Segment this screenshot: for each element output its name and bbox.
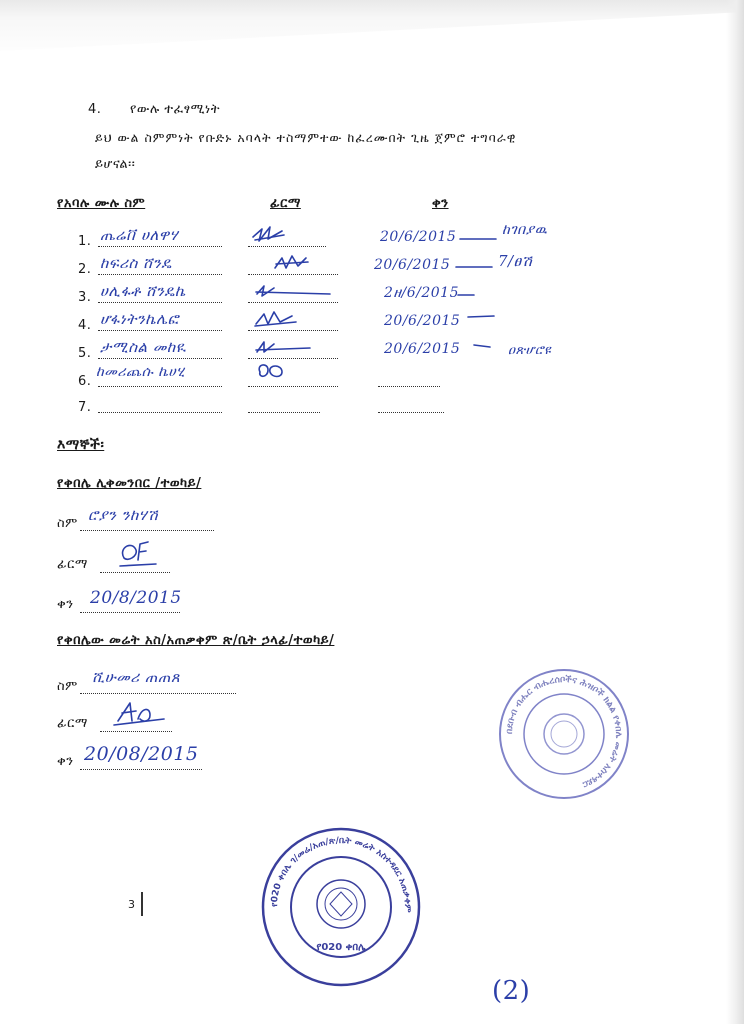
date-label: ቀን: [57, 597, 74, 612]
signature-mark: [254, 360, 288, 382]
name-line: [98, 400, 222, 413]
land-office-name: ሺሁመሪ ጠጠጸ: [92, 668, 181, 686]
date-line: [378, 400, 444, 413]
signature-mark: [252, 308, 302, 330]
member-name: ጤሬቨ ሀለዋሃ: [100, 226, 179, 244]
stamp-bottom-code: የ020 ቀበሌ: [316, 942, 366, 953]
section-title: የውሉ ተፈፃሚነት: [130, 102, 220, 117]
name-label: ስም: [57, 516, 78, 531]
column-header-name: የአባሉ ሙሉ ስም: [57, 196, 146, 211]
signature-mark: [254, 338, 314, 358]
land-office-heading: የቀበሌው መሬት አስ/አጠቃቀም ጽ/ቤት ኃላፊ/ተወካይ/: [57, 633, 335, 648]
row-number: 7.: [78, 400, 92, 415]
member-name: ሆፋነትንኬሌፎ: [100, 310, 179, 328]
date-dash: [454, 262, 494, 272]
date-dash: [456, 290, 476, 300]
member-note: ዐጽሆሮዩ: [508, 343, 552, 358]
stamp-right-text: በደቡብ ብሔር ብሔረሰቦችና ሕዝቦች ክልል የቀበሌ መሬት አስተዳደር: [504, 674, 624, 790]
signature-label: ፊርማ: [57, 716, 88, 731]
date-dash: [466, 312, 496, 322]
column-header-date: ቀን: [432, 196, 449, 211]
row-number: 3.: [78, 290, 92, 305]
signature-mark: [254, 282, 334, 302]
date-dash: [472, 340, 492, 350]
signature-mark: [250, 223, 290, 245]
kebele-chair-name: ሮያን ንከሃሽ: [88, 506, 158, 524]
member-date: 20/6/2015: [374, 257, 451, 273]
kebele-chair-date: 20/8/2015: [90, 588, 182, 608]
row-number: 2.: [78, 262, 92, 277]
member-name: ታሚስል መከዪ: [100, 338, 187, 356]
member-note: 7/ፀሽ: [498, 252, 533, 270]
land-office-date: 20/08/2015: [84, 743, 199, 765]
handwritten-page-number: (2): [492, 976, 531, 1006]
row-number: 1.: [78, 234, 92, 249]
member-name: ከመሪጨሱ ኬሀሂ: [96, 364, 185, 380]
kebele-chair-signature: [114, 538, 160, 572]
row-number: 6.: [78, 374, 92, 389]
section-body-line1: ይህ ውል ስምምነት የቡድኑ አባላት ተስማምተው ከፈረሙበት ጊዜ ጀምሮ ተግባራዊ: [95, 130, 517, 145]
signature-line: [248, 400, 320, 413]
section-body-line2: ይሆናል፡፡: [95, 157, 136, 172]
signature-mark: [272, 252, 312, 274]
date-line: [378, 374, 440, 387]
member-date: 2ዘ/6/2015: [384, 285, 459, 301]
name-label: ስም: [57, 679, 78, 694]
page-number: 3: [128, 898, 136, 911]
page-number-bar: [141, 892, 143, 916]
official-stamp-right: [494, 664, 634, 804]
member-date: 20/6/2015: [380, 229, 457, 245]
signature-label: ፊርማ: [57, 557, 88, 572]
row-number: 4.: [78, 318, 92, 333]
row-number: 5.: [78, 346, 92, 361]
stamp-bottom-text: የ020 ቀበሌ ገ/መሬ/አጠ/ጽ/ቤት መሬት አስተዳደር አጠቃቀም: [269, 835, 413, 913]
member-name: ሀሊፋቶ ሸንዴኬ: [100, 282, 186, 300]
member-date: 20/6/2015: [384, 313, 461, 329]
column-header-signature: ፊርማ: [270, 196, 301, 211]
member-date: 20/6/2015: [384, 341, 461, 357]
member-name: ከፍሪስ ሸንዴ: [100, 254, 172, 272]
section-number: 4.: [88, 102, 102, 117]
official-stamp-bottom: [256, 822, 426, 992]
date-dash: [458, 234, 498, 244]
member-note: ከገበያዉ: [502, 222, 548, 238]
kebele-chair-heading: የቀበሌ ሊቀመንበር /ተወካይ/: [57, 476, 202, 491]
date-label: ቀን: [57, 754, 74, 769]
witnesses-heading: እማኞች፡: [57, 437, 105, 453]
land-office-signature: [110, 697, 170, 733]
